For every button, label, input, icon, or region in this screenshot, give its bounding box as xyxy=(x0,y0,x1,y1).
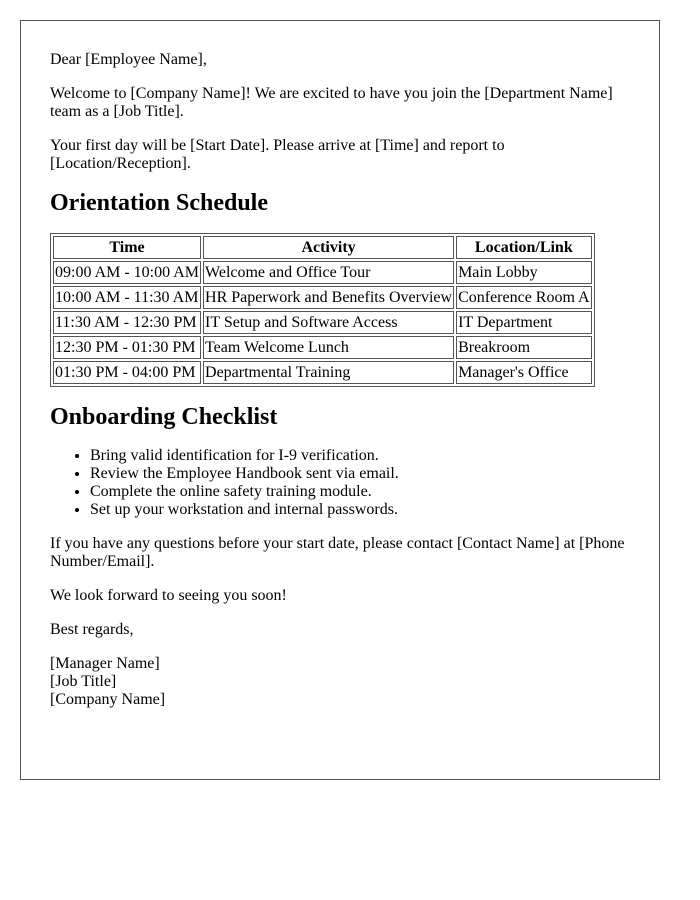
cell-location: Breakroom xyxy=(456,336,592,359)
list-item: • Bring valid identification for I-9 verification. xyxy=(90,447,631,465)
list-item: • Complete the online safety training module. xyxy=(90,483,631,501)
signature-company: [Company Name] xyxy=(50,691,166,708)
cell-activity: IT Setup and Software Access xyxy=(203,311,454,334)
table-header-row xyxy=(53,236,592,259)
cell-location: Manager's Office xyxy=(456,361,592,384)
intro-paragraph: Welcome to [Company Name]! We are excited to have you join the [Department Name] team as a [Job Title]. xyxy=(50,85,613,120)
signature-title: [Job Title] xyxy=(50,673,117,690)
cell-time: 12:30 PM - 01:30 PM xyxy=(53,336,201,359)
table-row xyxy=(53,286,592,309)
checklist-heading: Onboarding Checklist xyxy=(50,404,278,430)
sign-off: Best regards, xyxy=(50,621,134,638)
cell-time: 10:00 AM - 11:30 AM xyxy=(53,286,201,309)
column-header-time: Time xyxy=(53,236,201,259)
table-row xyxy=(53,261,592,284)
list-item: • Review the Employee Handbook sent via email. xyxy=(90,465,631,483)
signature-name: [Manager Name] xyxy=(50,655,160,672)
cell-activity: Team Welcome Lunch xyxy=(203,336,454,359)
closing-line: We look forward to seeing you soon! xyxy=(50,587,287,604)
cell-activity: HR Paperwork and Benefits Overview xyxy=(203,286,454,309)
cell-location: Conference Room A xyxy=(456,286,592,309)
cell-time: 09:00 AM - 10:00 AM xyxy=(53,261,201,284)
column-header-activity: Activity xyxy=(203,236,454,259)
greeting: Dear [Employee Name], xyxy=(50,51,207,68)
list-item: • Set up your workstation and internal passwords. xyxy=(90,501,631,519)
orientation-schedule-table xyxy=(50,233,595,387)
table-row xyxy=(53,361,592,384)
cell-location: Main Lobby xyxy=(456,261,592,284)
cell-time: 01:30 PM - 04:00 PM xyxy=(53,361,201,384)
onboarding-checklist xyxy=(50,447,631,519)
cell-time: 11:30 AM - 12:30 PM xyxy=(53,311,201,334)
table-row xyxy=(53,311,592,334)
letter-container xyxy=(20,20,660,780)
table-row xyxy=(53,336,592,359)
orientation-heading: Orientation Schedule xyxy=(50,190,269,216)
cell-location: IT Department xyxy=(456,311,592,334)
questions-paragraph: If you have any questions before your start date, please contact [Contact Name] at [Phone Number/Email]. xyxy=(50,535,625,570)
first-day-paragraph: Your first day will be [Start Date]. Please arrive at [Time] and report to [Location/Reception]. xyxy=(50,137,505,172)
cell-activity: Welcome and Office Tour xyxy=(203,261,454,284)
signature-block xyxy=(50,655,631,709)
column-header-location: Location/Link xyxy=(456,236,592,259)
cell-activity: Departmental Training xyxy=(203,361,454,384)
